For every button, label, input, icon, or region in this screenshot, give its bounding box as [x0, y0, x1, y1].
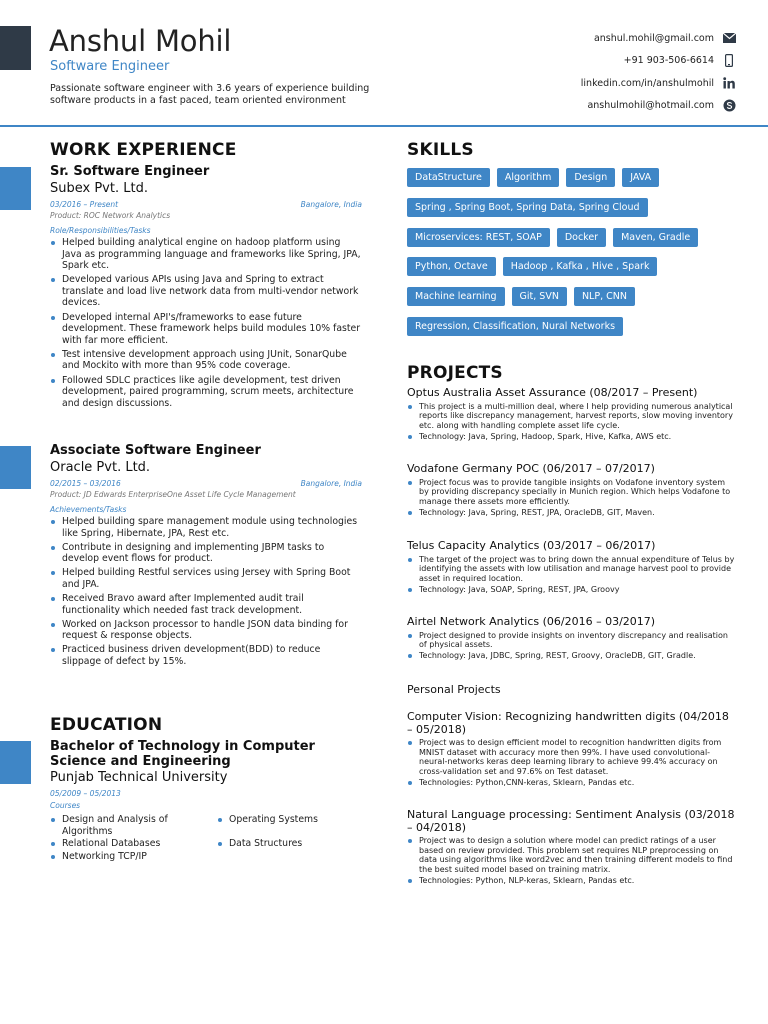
job-marker — [0, 446, 31, 489]
project-bullets — [407, 555, 737, 595]
project-title: Optus Australia Asset Assurance (08/2017 – Present) — [407, 386, 698, 399]
job-bullet: Developed various APIs using Java and Spring to extract translate and load live network data from multi-vendor network devices. — [50, 274, 362, 309]
project-bullet: Technology: Java, Spring, Hadoop, Spark, Hive, Kafka, AWS etc. — [407, 432, 737, 442]
course-column-right — [217, 814, 357, 863]
job-entry — [50, 443, 362, 670]
job-title: Associate Software Engineer — [50, 443, 261, 458]
project-bullet: Project focus was to provide tangible insights on Vodafone inventory system by providing discrepancy specially in Munich region. Which helps Vodafone to manage there assets more efficiently. — [407, 478, 737, 507]
job-bullet: Helped building analytical engine on hadoop platform using Java as programming language and frameworks like Spring, JPA, Spark etc. — [50, 237, 362, 272]
candidate-role: Software Engineer — [50, 59, 170, 74]
skill-row — [407, 317, 727, 336]
project-title: Natural Language processing: Sentiment Analysis (03/2018 – 04/2018) — [407, 808, 735, 834]
envelope-icon — [722, 31, 736, 45]
skill-tag: DataStructure — [407, 168, 490, 187]
personal-projects-label: Personal Projects — [407, 683, 501, 696]
job-location: Bangalore, India — [300, 479, 362, 488]
courses-label: Courses — [50, 801, 81, 810]
project-bullets — [407, 738, 737, 787]
project-title: Telus Capacity Analytics (03/2017 – 06/2017) — [407, 539, 656, 552]
candidate-name: Anshul Mohil — [49, 24, 232, 58]
skill-tag: Design — [566, 168, 615, 187]
job-location: Bangalore, India — [300, 200, 362, 209]
project-bullet: The target of the project was to bring down the annual expenditure of Telus by identifying the assets with low utilisation and manage harvest pool to provide asset in required location. — [407, 555, 737, 584]
job-bullet: Received Bravo award after Implemented audit trail functionality which needed fast track development. — [50, 593, 362, 616]
linkedin-icon — [722, 76, 736, 90]
job-sub-label: Role/Responsibilities/Tasks — [50, 226, 151, 235]
skill-tag: Algorithm — [497, 168, 560, 187]
skill-row — [407, 228, 727, 247]
contact-linkedin-text: linkedin.com/in/anshulmohil — [580, 77, 714, 89]
section-title-work: WORK EXPERIENCE — [50, 140, 237, 160]
job-sub-label: Achievements/Tasks — [50, 505, 127, 514]
skill-row — [407, 198, 727, 217]
education-marker — [0, 741, 31, 784]
skill-row — [407, 168, 727, 187]
contact-skype[interactable] — [581, 95, 736, 118]
contact-skype-text: anshulmohil@hotmail.com — [587, 100, 714, 112]
skill-row — [407, 257, 727, 276]
education-degree: Bachelor of Technology in Computer Science and Engineering — [50, 739, 315, 769]
project-bullet: This project is a multi-million deal, where I help providing numerous analytical reports like discrepancy management, harvest reports, slow moving inventory etc. along with handling complete asset life cycle. — [407, 402, 737, 431]
course-item: Data Structures — [217, 838, 357, 850]
project-entry — [407, 616, 737, 662]
contact-phone-text: +91 903-506-6614 — [623, 55, 714, 67]
project-bullets — [407, 402, 737, 442]
education-meta — [50, 788, 362, 799]
project-title: Airtel Network Analytics (06/2016 – 03/2017) — [407, 615, 656, 628]
job-bullet: Practiced business driven development(BDD) to reduce slippage of defect by 15%. — [50, 644, 362, 667]
project-bullet: Technologies: Python, NLP-keras, Sklearn, Pandas etc. — [407, 876, 737, 886]
project-bullet: Technology: Java, JDBC, Spring, REST, Groovy, OracleDB, GIT, Gradle. — [407, 651, 737, 661]
job-bullets — [50, 237, 362, 409]
project-bullet: Project was to design a solution where model can predict ratings of a user based on review provided. This problem set requires NLP preprocessing on data using algorithms like word2vec and then training different models to find the best suited model based on training matrix. — [407, 836, 737, 874]
skype-icon — [722, 99, 736, 113]
job-company: Subex Pvt. Ltd. — [50, 181, 148, 196]
project-bullet: Technology: Java, SOAP, Spring, REST, JPA, Groovy — [407, 585, 737, 595]
education-entry — [50, 740, 362, 863]
project-bullet: Technologies: Python,CNN-keras, Sklearn, Pandas etc. — [407, 778, 737, 788]
job-meta — [50, 199, 362, 210]
skill-tag: Machine learning — [407, 287, 505, 306]
project-bullet: Project designed to provide insights on inventory discrepancy and realisation of physical assets. — [407, 631, 737, 650]
course-column-left — [50, 814, 217, 863]
job-bullet: Test intensive development approach using JUnit, SonarQube and Mockito with more than 95% code coverage. — [50, 349, 362, 372]
job-bullet: Contribute in designing and implementing JBPM tasks to develop event flows for product. — [50, 542, 362, 565]
project-entry — [407, 463, 737, 519]
section-title-skills: SKILLS — [407, 140, 474, 160]
skill-tag: Git, SVN — [512, 287, 567, 306]
project-bullet: Project was to design efficient model to recognition handwritten digits from MNIST dataset with accuracy more then 99%. I have used convolutional-neural-networks keras deep learning library to achieve 99.4% accuracy on cross-validation set and 97.6% on Test dataset. — [407, 738, 737, 776]
education-dates: 05/2009 – 05/2013 — [50, 789, 121, 798]
course-list — [50, 813, 362, 863]
job-bullet: Worked on Jackson processor to handle JSON data binding for request & response objects. — [50, 619, 362, 642]
project-entry — [407, 387, 737, 443]
project-entry — [407, 540, 737, 596]
skill-tag: Docker — [557, 228, 606, 247]
summary: Passionate software engineer with 3.6 years of experience building software products in a fast paced, team oriented environment — [50, 83, 370, 106]
job-marker — [0, 167, 31, 210]
job-meta — [50, 478, 362, 489]
project-title: Vodafone Germany POC (06/2017 – 07/2017) — [407, 462, 655, 475]
job-entry — [50, 164, 362, 412]
job-bullet: Helped building spare management module using technologies like Spring, Hibernate, JPA, Rest etc. — [50, 516, 362, 539]
course-item: Design and Analysis of Algorithms — [50, 814, 217, 837]
contact-linkedin[interactable] — [581, 72, 736, 95]
header-divider — [0, 125, 768, 127]
skill-tag: Maven, Gradle — [613, 228, 698, 247]
skill-tag: Regression, Classification, Nural Networks — [407, 317, 623, 336]
contact-phone[interactable] — [581, 50, 736, 73]
skill-tag: Spring , Spring Boot, Spring Data, Spring Cloud — [407, 198, 648, 217]
job-bullets — [50, 516, 362, 668]
job-product: Product: JD Edwards EnterpriseOne Asset Life Cycle Management — [50, 490, 296, 499]
contact-email-text: anshul.mohil@gmail.com — [593, 32, 714, 44]
job-bullet: Developed internal API's/frameworks to ease future development. These framework helps build modules 10% faster with far more efficient. — [50, 312, 362, 347]
project-bullets — [407, 836, 737, 885]
skill-tag: Python, Octave — [407, 257, 496, 276]
job-bullet: Helped building Restful services using Jersey with Spring Boot and JPA. — [50, 567, 362, 590]
personal-project-entry — [407, 809, 737, 887]
project-title: Computer Vision: Recognizing handwritten digits (04/2018 – 05/2018) — [407, 710, 729, 736]
skill-tag: Microservices: REST, SOAP — [407, 228, 550, 247]
contact-email[interactable] — [581, 27, 736, 50]
skill-tag: NLP, CNN — [574, 287, 635, 306]
job-dates: 03/2016 – Present — [50, 200, 119, 209]
job-title: Sr. Software Engineer — [50, 164, 210, 179]
job-product: Product: ROC Network Analytics — [50, 211, 171, 220]
section-title-projects: PROJECTS — [407, 363, 503, 383]
job-bullet: Followed SDLC practices like agile development, test driven development, paired programming, scrum meets, architecture and design discussions. — [50, 375, 362, 410]
project-bullet: Technology: Java, Spring, REST, JPA, OracleDB, GIT, Maven. — [407, 508, 737, 518]
job-dates: 02/2015 – 03/2016 — [50, 479, 121, 488]
project-bullets — [407, 478, 737, 518]
header-accent-block — [0, 26, 31, 70]
personal-project-entry — [407, 711, 737, 789]
skill-row — [407, 287, 727, 306]
skill-tag: Hadoop , Kafka , Hive , Spark — [503, 257, 658, 276]
course-item: Operating Systems — [217, 814, 357, 826]
course-item: Networking TCP/IP — [50, 851, 217, 863]
contact-list — [581, 27, 736, 117]
phone-icon — [722, 54, 736, 68]
education-school: Punjab Technical University — [50, 770, 228, 785]
job-company: Oracle Pvt. Ltd. — [50, 460, 151, 475]
skill-tag: JAVA — [622, 168, 659, 187]
skills-list — [407, 168, 727, 347]
course-item: Relational Databases — [50, 838, 217, 850]
project-bullets — [407, 631, 737, 661]
section-title-education: EDUCATION — [50, 715, 163, 735]
